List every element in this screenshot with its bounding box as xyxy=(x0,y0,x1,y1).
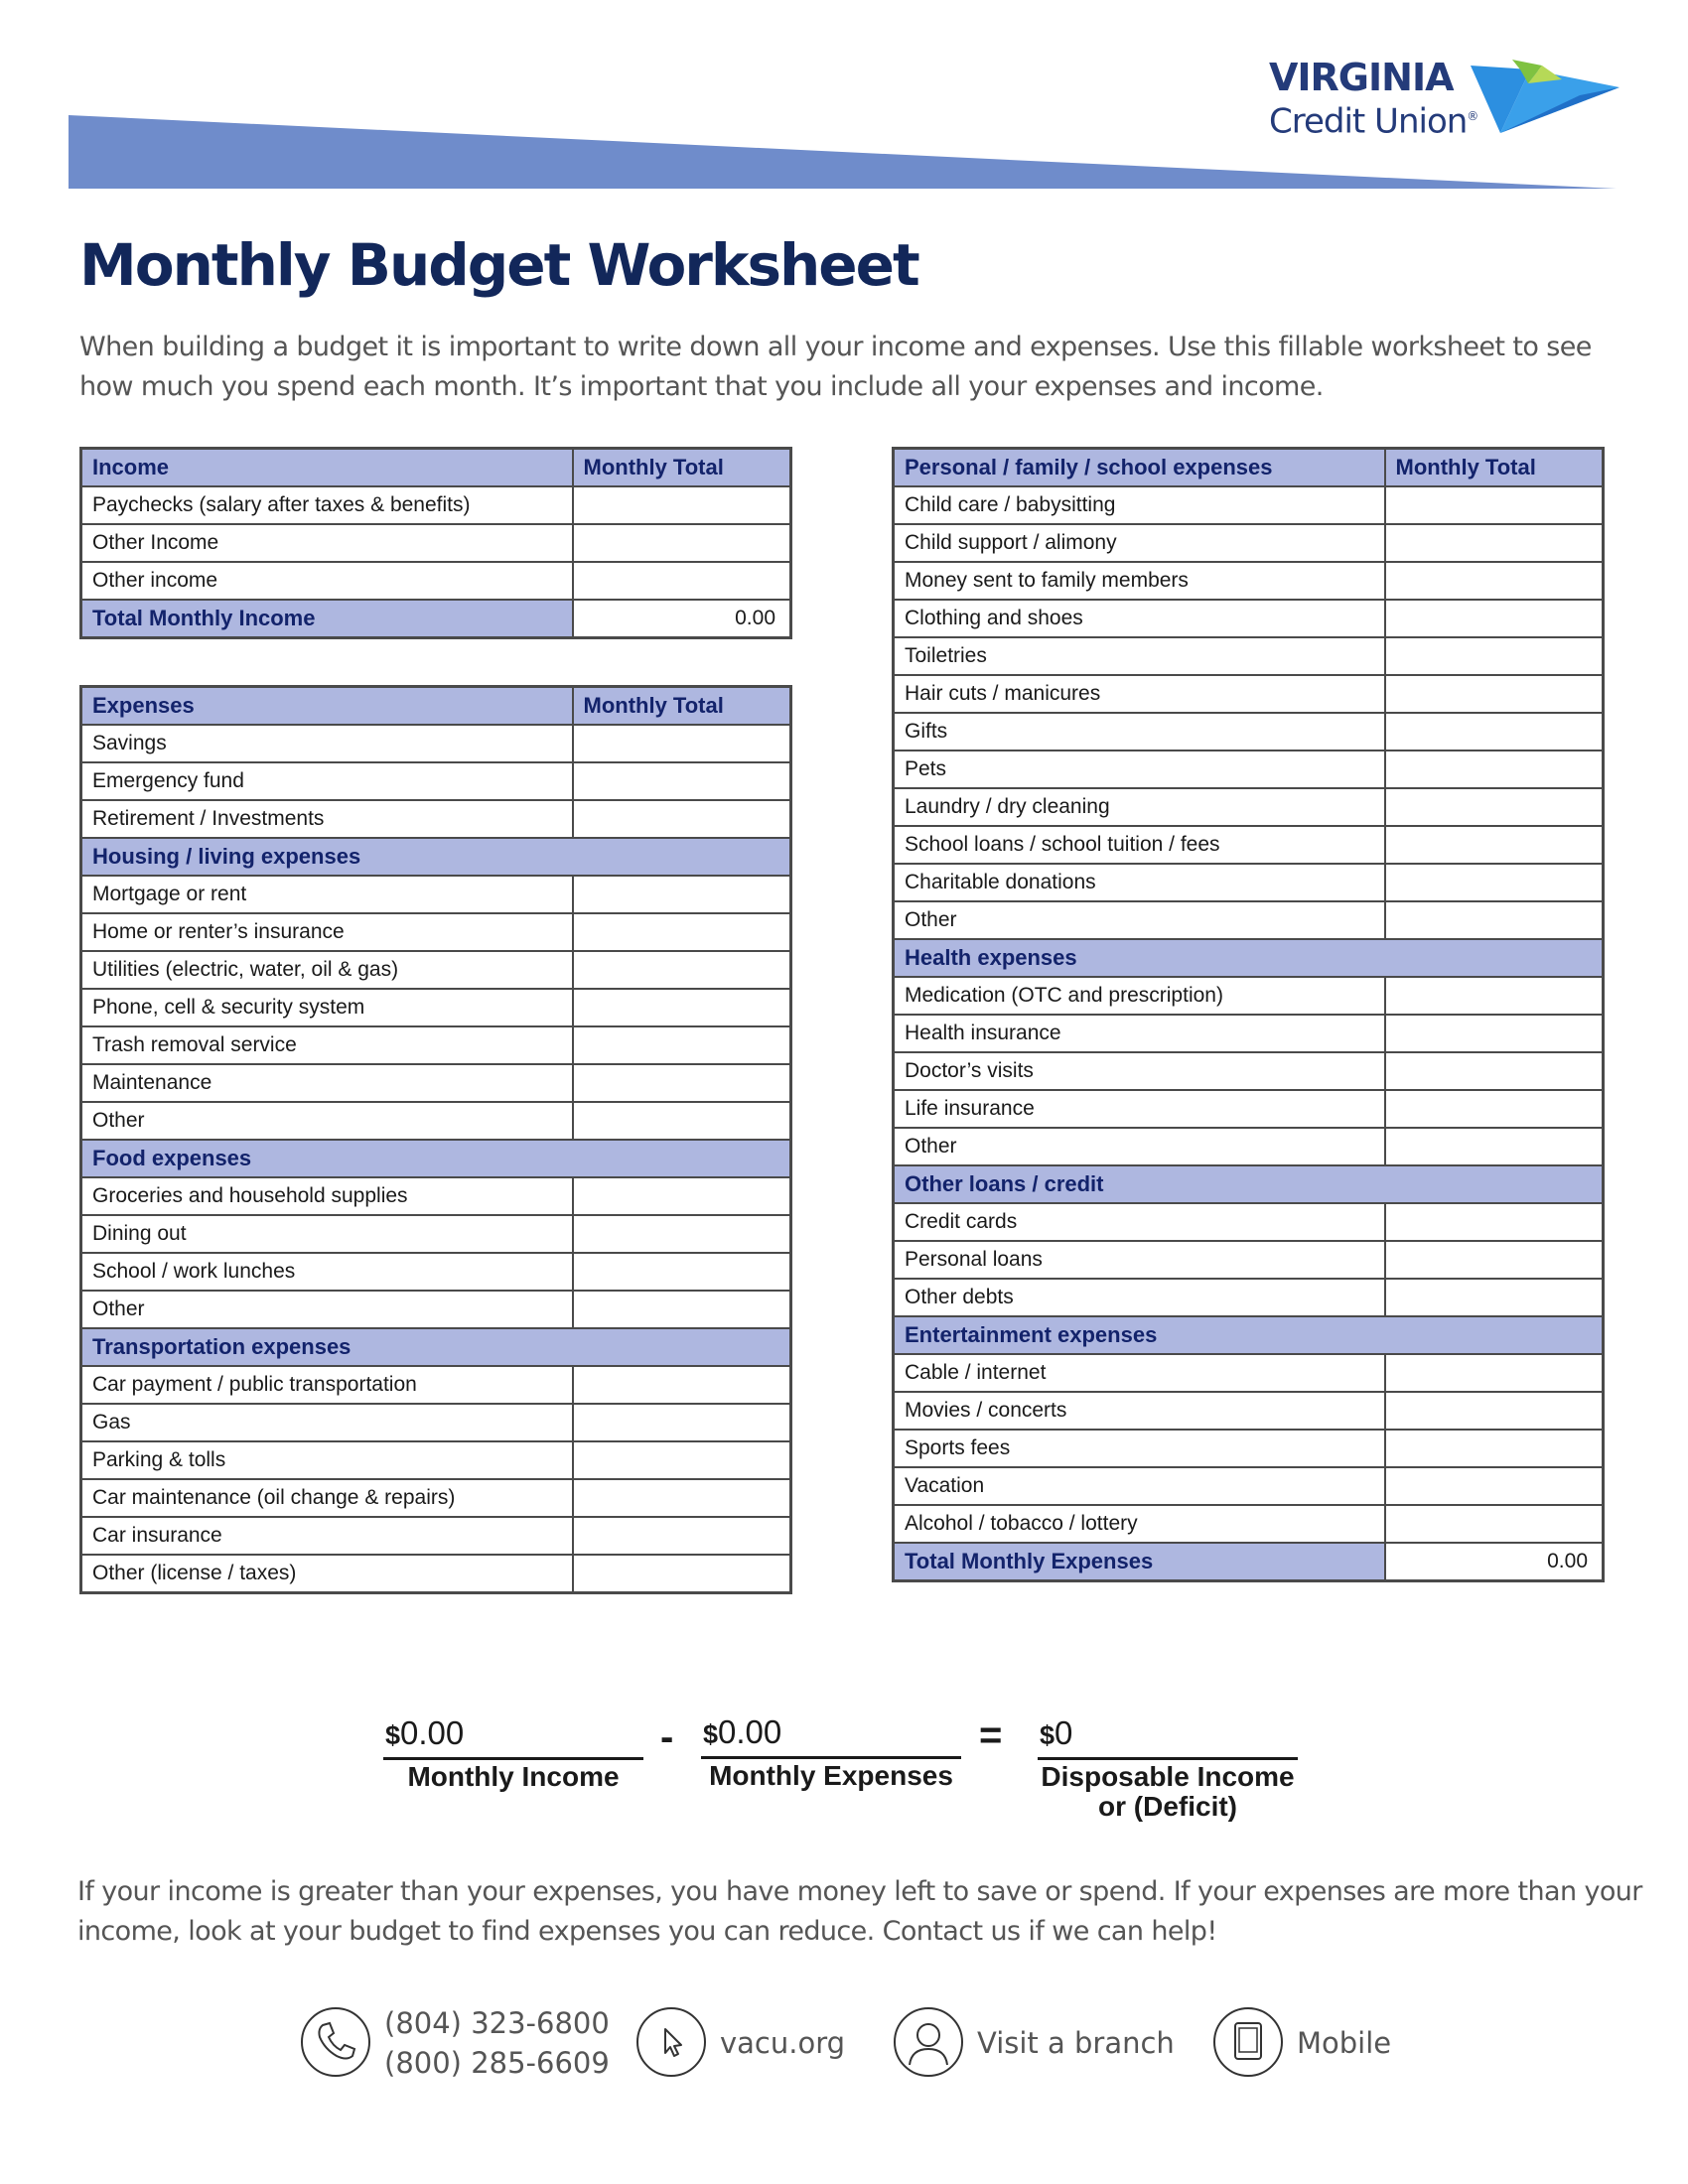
table-row xyxy=(894,524,1604,562)
table-row xyxy=(81,1404,791,1441)
row-label: Life insurance xyxy=(894,1090,1385,1128)
monthly-total-field[interactable] xyxy=(1385,1052,1604,1090)
column-header: Monthly Total xyxy=(1385,449,1604,487)
summary-result-value[interactable]: 0 xyxy=(1055,1714,1073,1751)
summary-result-label-2: or (Deficit) xyxy=(1098,1791,1237,1822)
table-row xyxy=(894,901,1604,939)
monthly-total-field[interactable] xyxy=(573,1366,791,1404)
row-label: Cable / internet xyxy=(894,1354,1385,1392)
total-value: 0.00 xyxy=(573,600,791,638)
table-row xyxy=(894,1241,1604,1279)
row-label: Hair cuts / manicures xyxy=(894,675,1385,713)
section-header-label: Food expenses xyxy=(81,1140,791,1177)
row-label: Gifts xyxy=(894,713,1385,751)
row-label: Other (license / taxes) xyxy=(81,1555,573,1593)
row-label: Car payment / public transportation xyxy=(81,1366,573,1404)
table-row xyxy=(81,989,791,1026)
page-title: Monthly Budget Worksheet xyxy=(79,231,918,299)
table-row xyxy=(81,524,791,562)
table-row xyxy=(894,977,1604,1015)
table-row xyxy=(894,486,1604,524)
income-table xyxy=(79,447,792,639)
monthly-total-field[interactable] xyxy=(573,951,791,989)
monthly-total-field[interactable] xyxy=(1385,826,1604,864)
row-label: Dining out xyxy=(81,1215,573,1253)
row-label: Pets xyxy=(894,751,1385,788)
table-row xyxy=(894,675,1604,713)
row-label: Clothing and shoes xyxy=(894,600,1385,637)
table-row xyxy=(894,637,1604,675)
row-label: Utilities (electric, water, oil & gas) xyxy=(81,951,573,989)
row-label: Vacation xyxy=(894,1467,1385,1505)
section-header-label: Other loans / credit xyxy=(894,1165,1604,1203)
monthly-total-field[interactable] xyxy=(1385,1505,1604,1543)
table-row xyxy=(894,751,1604,788)
monthly-total-field[interactable] xyxy=(573,1404,791,1441)
expenses-underline xyxy=(701,1756,961,1759)
section-header xyxy=(894,449,1604,487)
monthly-total-field[interactable] xyxy=(1385,1015,1604,1052)
table-row xyxy=(81,1441,791,1479)
logo-arrow-icon xyxy=(1471,60,1619,139)
cursor-icon xyxy=(636,2007,706,2077)
row-label: Gas xyxy=(81,1404,573,1441)
section-header xyxy=(81,687,791,726)
monthly-total-field[interactable] xyxy=(1385,1430,1604,1467)
row-label: Other xyxy=(894,1128,1385,1165)
section-header-label: Entertainment expenses xyxy=(894,1316,1604,1354)
currency-symbol: $ xyxy=(385,1720,401,1750)
currency-symbol: $ xyxy=(703,1719,719,1749)
table-row xyxy=(81,562,791,600)
monthly-total-field[interactable] xyxy=(573,1291,791,1328)
monthly-total-field[interactable] xyxy=(1385,1279,1604,1316)
currency-symbol: $ xyxy=(1040,1720,1055,1750)
monthly-total-field[interactable] xyxy=(573,762,791,800)
row-label: Other xyxy=(894,901,1385,939)
row-label: Other xyxy=(81,1291,573,1328)
monthly-total-field[interactable] xyxy=(1385,1241,1604,1279)
monthly-total-field[interactable] xyxy=(573,486,791,524)
monthly-total-field[interactable] xyxy=(573,1026,791,1064)
section-header xyxy=(894,939,1604,977)
table-row xyxy=(81,486,791,524)
section-header xyxy=(81,1328,791,1366)
monthly-total-field[interactable] xyxy=(1385,600,1604,637)
row-label: Charitable donations xyxy=(894,864,1385,901)
contact-web[interactable] xyxy=(636,2007,855,2083)
phone-number-2: (800) 285-6609 xyxy=(384,2046,610,2080)
row-label: Emergency fund xyxy=(81,762,573,800)
row-label: Sports fees xyxy=(894,1430,1385,1467)
monthly-total-field[interactable] xyxy=(1385,1128,1604,1165)
expenses-summary xyxy=(701,1712,961,1791)
expenses-table xyxy=(79,685,792,1594)
table-row xyxy=(81,1102,791,1140)
monthly-total-field[interactable] xyxy=(1385,1467,1604,1505)
person-icon xyxy=(894,2007,963,2077)
brand-line1: VIRGINIA xyxy=(1269,56,1454,99)
row-label: Mortgage or rent xyxy=(81,876,573,913)
row-label: Paychecks (salary after taxes & benefits) xyxy=(81,486,573,524)
row-label: Credit cards xyxy=(894,1203,1385,1241)
row-label: Medication (OTC and prescription) xyxy=(894,977,1385,1015)
row-label: Savings xyxy=(81,725,573,762)
column-header: Monthly Total xyxy=(573,687,791,726)
brand-line2: Credit Union® xyxy=(1269,101,1478,142)
mobile-label: Mobile xyxy=(1297,2026,1392,2060)
row-label: Retirement / Investments xyxy=(81,800,573,838)
table-row xyxy=(894,1128,1604,1165)
row-label: Movies / concerts xyxy=(894,1392,1385,1430)
table-row xyxy=(81,1177,791,1215)
table-row xyxy=(894,1467,1604,1505)
monthly-total-field[interactable] xyxy=(1385,977,1604,1015)
monthly-total-field[interactable] xyxy=(573,1479,791,1517)
row-label: School / work lunches xyxy=(81,1253,573,1291)
table-row xyxy=(894,826,1604,864)
table-row xyxy=(894,864,1604,901)
row-label: Other debts xyxy=(894,1279,1385,1316)
monthly-total-field[interactable] xyxy=(573,1555,791,1593)
row-label: Alcohol / tobacco / lottery xyxy=(894,1505,1385,1543)
section-header-label: Personal / family / school expenses xyxy=(894,449,1385,487)
monthly-total-field[interactable] xyxy=(1385,864,1604,901)
monthly-total-field[interactable] xyxy=(573,1177,791,1215)
income-summary xyxy=(383,1713,643,1792)
monthly-total-field[interactable] xyxy=(573,725,791,762)
monthly-total-field[interactable] xyxy=(1385,1203,1604,1241)
table-row xyxy=(894,1430,1604,1467)
monthly-total-field[interactable] xyxy=(1385,675,1604,713)
row-label: School loans / school tuition / fees xyxy=(894,826,1385,864)
summary-income-label: Monthly Income xyxy=(407,1761,620,1792)
table-row xyxy=(81,725,791,762)
table-row xyxy=(894,1203,1604,1241)
row-label: Money sent to family members xyxy=(894,562,1385,600)
monthly-total-field[interactable] xyxy=(1385,1392,1604,1430)
table-row xyxy=(894,1090,1604,1128)
intro-text: When building a budget it is important to write down all your income and expenses. Use this fillable worksheet to see how much you spend each month. It’s important that you include all your expenses and income. xyxy=(79,332,1592,402)
row-label: Trash removal service xyxy=(81,1026,573,1064)
section-header-label: Transportation expenses xyxy=(81,1328,791,1366)
monthly-total-field[interactable] xyxy=(573,1441,791,1479)
contact-branch[interactable] xyxy=(894,2007,1192,2083)
row-label: Doctor’s visits xyxy=(894,1052,1385,1090)
tablet-icon xyxy=(1213,2007,1283,2077)
table-row xyxy=(81,1253,791,1291)
phone-icon xyxy=(301,2007,370,2077)
monthly-total-field[interactable] xyxy=(573,1517,791,1555)
table-row xyxy=(81,1366,791,1404)
section-header-label: Total Monthly Income xyxy=(81,600,573,638)
section-header-label: Housing / living expenses xyxy=(81,838,791,876)
table-row xyxy=(894,1052,1604,1090)
monthly-total-field[interactable] xyxy=(1385,788,1604,826)
row-label: Child support / alimony xyxy=(894,524,1385,562)
monthly-total-field[interactable] xyxy=(573,1253,791,1291)
monthly-total-field[interactable] xyxy=(573,989,791,1026)
monthly-total-field[interactable] xyxy=(1385,901,1604,939)
table-row xyxy=(81,1291,791,1328)
summary-expenses-label: Monthly Expenses xyxy=(709,1760,953,1791)
table-row xyxy=(81,762,791,800)
monthly-total-field[interactable] xyxy=(1385,713,1604,751)
summary-income-value[interactable]: 0.00 xyxy=(400,1714,465,1751)
table-row xyxy=(894,562,1604,600)
row-label: Parking & tolls xyxy=(81,1441,573,1479)
contact-phone[interactable] xyxy=(301,2006,610,2083)
table-row xyxy=(81,1026,791,1064)
monthly-total-field[interactable] xyxy=(1385,524,1604,562)
branch-label: Visit a branch xyxy=(977,2026,1175,2060)
section-header-label: Total Monthly Expenses xyxy=(894,1543,1385,1581)
phone-number-1: (804) 323-6800 xyxy=(384,2006,610,2040)
brand-logo xyxy=(1269,58,1626,147)
section-header xyxy=(894,1165,1604,1203)
monthly-total-field[interactable] xyxy=(573,1215,791,1253)
summary-result-label: Disposable Income xyxy=(1041,1761,1295,1792)
row-label: Personal loans xyxy=(894,1241,1385,1279)
result-underline xyxy=(1038,1757,1298,1760)
outro-text: If your income is greater than your expenses, you have money left to save or spend. If your expenses are more than your income, look at your budget to find expenses you can reduce. Contact us if we can help! xyxy=(77,1876,1642,1947)
monthly-total-field[interactable] xyxy=(573,562,791,600)
contact-mobile[interactable] xyxy=(1213,2007,1432,2083)
monthly-total-field[interactable] xyxy=(573,800,791,838)
monthly-total-field[interactable] xyxy=(573,1064,791,1102)
section-header xyxy=(81,1140,791,1177)
row-label: Other xyxy=(81,1102,573,1140)
row-label: Maintenance xyxy=(81,1064,573,1102)
monthly-total-field[interactable] xyxy=(1385,486,1604,524)
table-row xyxy=(894,600,1604,637)
personal-expenses-table xyxy=(892,447,1605,1582)
monthly-total-field[interactable] xyxy=(1385,637,1604,675)
row-label: Toiletries xyxy=(894,637,1385,675)
table-row xyxy=(894,713,1604,751)
table-row xyxy=(81,1517,791,1555)
income-underline xyxy=(383,1757,643,1760)
monthly-total-field[interactable] xyxy=(1385,1354,1604,1392)
web-link[interactable]: vacu.org xyxy=(720,2026,846,2060)
monthly-total-field[interactable] xyxy=(1385,751,1604,788)
section-header-label: Income xyxy=(81,449,573,487)
row-label: Car insurance xyxy=(81,1517,573,1555)
monthly-total-field[interactable] xyxy=(1385,1090,1604,1128)
table-row xyxy=(894,1354,1604,1392)
section-header-label: Expenses xyxy=(81,687,573,726)
monthly-total-field[interactable] xyxy=(1385,562,1604,600)
row-label: Other Income xyxy=(81,524,573,562)
column-header: Monthly Total xyxy=(573,449,791,487)
row-label: Car maintenance (oil change & repairs) xyxy=(81,1479,573,1517)
table-row xyxy=(81,876,791,913)
monthly-total-field[interactable] xyxy=(573,876,791,913)
table-row xyxy=(81,1215,791,1253)
monthly-total-field[interactable] xyxy=(573,913,791,951)
monthly-total-field[interactable] xyxy=(573,524,791,562)
table-row xyxy=(81,800,791,838)
row-label: Other income xyxy=(81,562,573,600)
section-header xyxy=(894,1316,1604,1354)
row-label: Phone, cell & security system xyxy=(81,989,573,1026)
result-summary xyxy=(1038,1713,1298,1823)
row-label: Home or renter’s insurance xyxy=(81,913,573,951)
monthly-total-field[interactable] xyxy=(573,1102,791,1140)
section-header xyxy=(81,838,791,876)
table-row xyxy=(81,1479,791,1517)
table-row xyxy=(894,1392,1604,1430)
table-row xyxy=(894,788,1604,826)
section-header xyxy=(81,449,791,487)
total-value: 0.00 xyxy=(1385,1543,1604,1581)
equals-sign: = xyxy=(979,1713,1003,1757)
minus-sign: - xyxy=(660,1715,674,1759)
row-label: Health insurance xyxy=(894,1015,1385,1052)
row-label: Groceries and household supplies xyxy=(81,1177,573,1215)
row-label: Child care / babysitting xyxy=(894,486,1385,524)
section-header-label: Health expenses xyxy=(894,939,1604,977)
table-row xyxy=(81,913,791,951)
section-header xyxy=(894,1543,1604,1581)
summary-expenses-value[interactable]: 0.00 xyxy=(718,1713,782,1750)
row-label: Laundry / dry cleaning xyxy=(894,788,1385,826)
table-row xyxy=(81,1555,791,1593)
table-row xyxy=(81,1064,791,1102)
table-row xyxy=(81,951,791,989)
section-header xyxy=(81,600,791,638)
table-row xyxy=(894,1015,1604,1052)
table-row xyxy=(894,1505,1604,1543)
table-row xyxy=(894,1279,1604,1316)
